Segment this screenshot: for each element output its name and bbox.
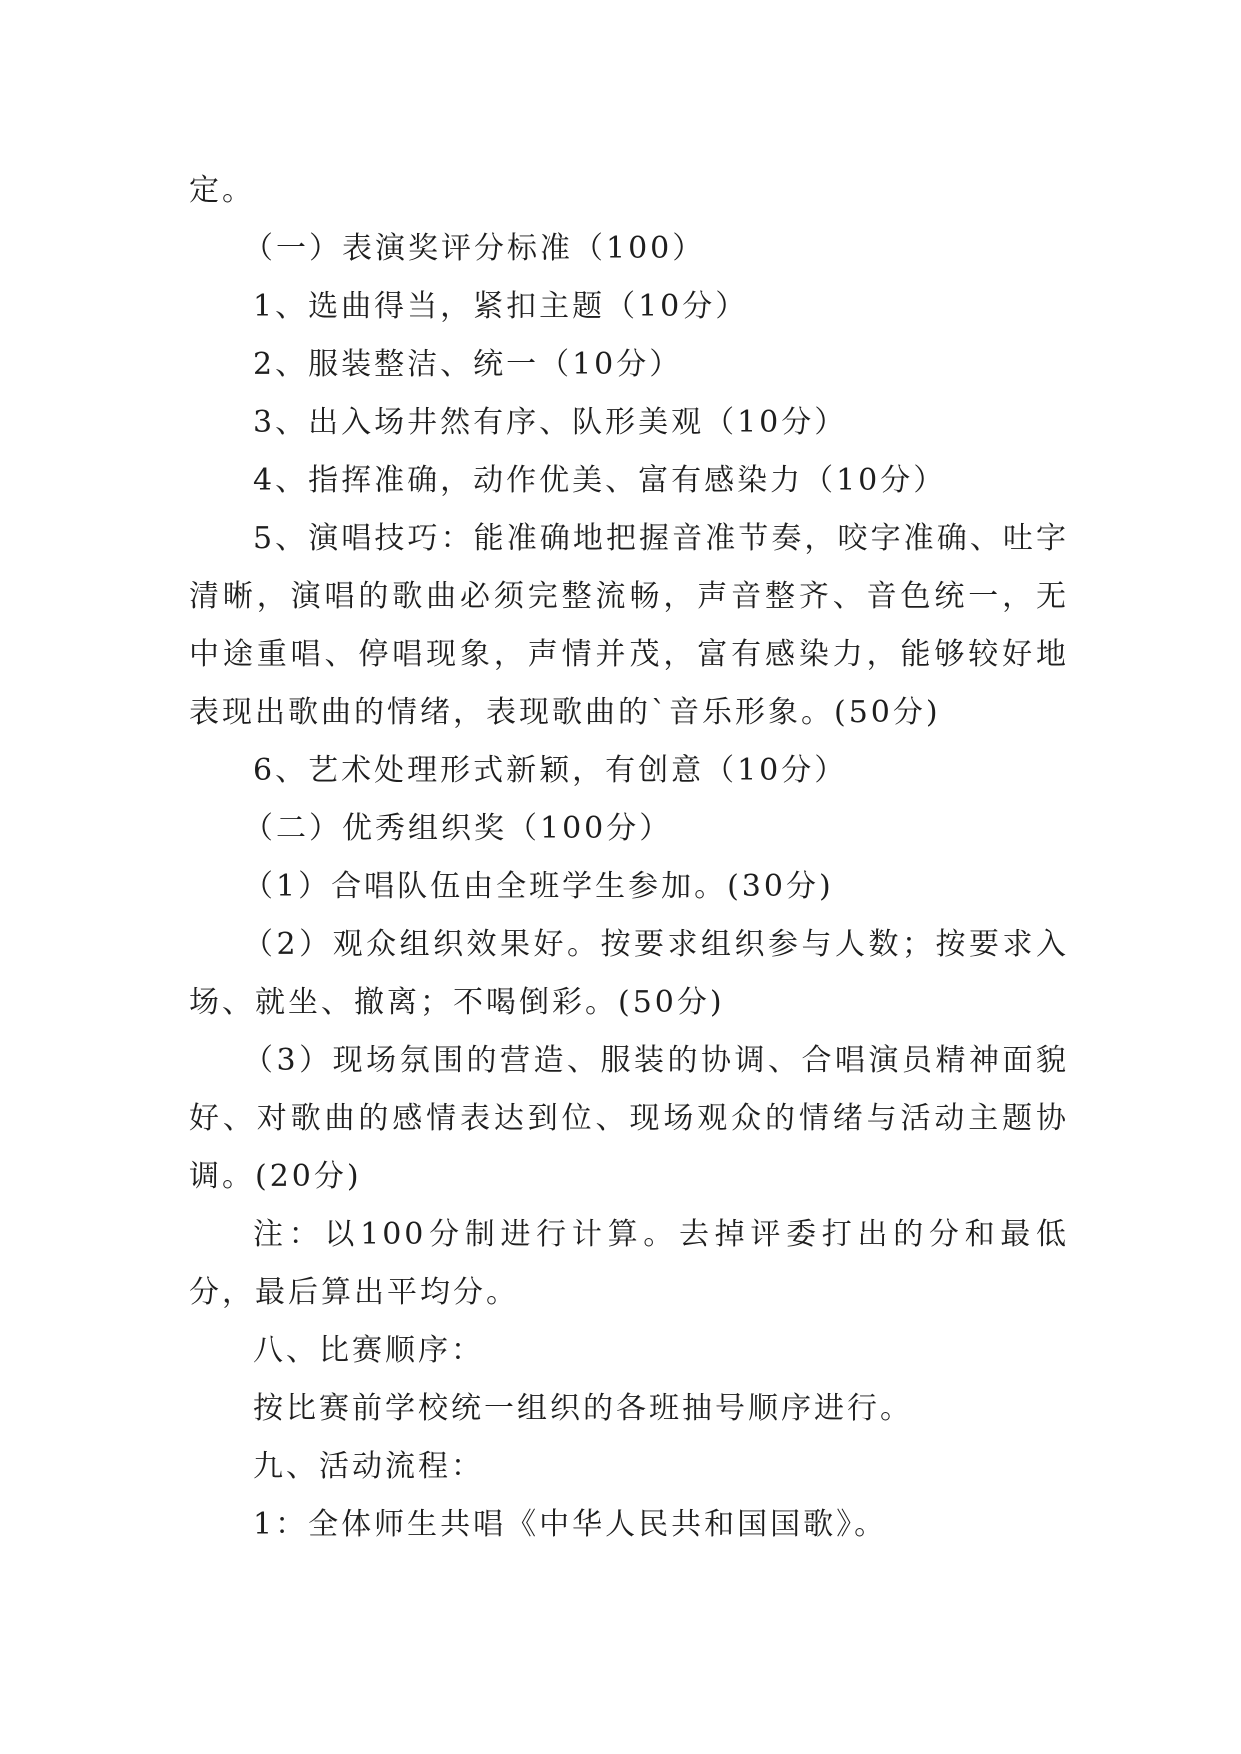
org-criterion-2: （2）观众组织效果好。按要求组织参与人数；按要求入场、就坐、撤离；不喝倒彩。(50分): [189, 927, 1069, 1020]
paragraph-continuation: 定。: [189, 173, 255, 208]
activity-flow-step-1: 1：全体师生共唱《中华人民共和国国歌》。: [253, 1507, 888, 1542]
org-criterion-1: （1）合唱队伍由全班学生参加。(30分): [243, 869, 834, 904]
section-heading-competition-order: 八、比赛顺序：: [253, 1333, 484, 1368]
criterion-5: 5、演唱技巧：能准确地把握音准节奏，咬字准确、吐字清晰，演唱的歌曲必须完整流畅，声音整齐、音色统一，无中途重唱、停唱现象，声情并茂，富有感染力，能够较好地表现出歌曲的情绪，表现歌曲的`音乐形象。(50分): [189, 521, 1069, 730]
org-criterion-3: （3）现场氛围的营造、服装的协调、合唱演员精神面貌好、对歌曲的感情表达到位、现场观众的情绪与活动主题协调。(20分): [189, 1043, 1069, 1194]
criterion-6: 6、艺术处理形式新颖，有创意（10分）: [253, 753, 848, 788]
criterion-2: 2、服装整洁、统一（10分）: [253, 347, 683, 382]
criterion-4: 4、指挥准确，动作优美、富有感染力（10分）: [253, 463, 947, 498]
section-heading-performance-award: （一）表演奖评分标准（100）: [243, 231, 706, 266]
scoring-note: 注：以100分制进行计算。去掉评委打出的分和最低分，最后算出平均分。: [189, 1217, 1069, 1310]
document-body: [189, 162, 1069, 1554]
competition-order-text: 按比赛前学校统一组织的各班抽号顺序进行。: [253, 1391, 913, 1426]
section-heading-organization-award: （二）优秀组织奖（100分）: [243, 811, 673, 846]
criterion-1: 1、选曲得当，紧扣主题（10分）: [253, 289, 749, 324]
criterion-3: 3、出入场井然有序、队形美观（10分）: [253, 405, 848, 440]
section-heading-activity-flow: 九、活动流程：: [253, 1449, 484, 1484]
